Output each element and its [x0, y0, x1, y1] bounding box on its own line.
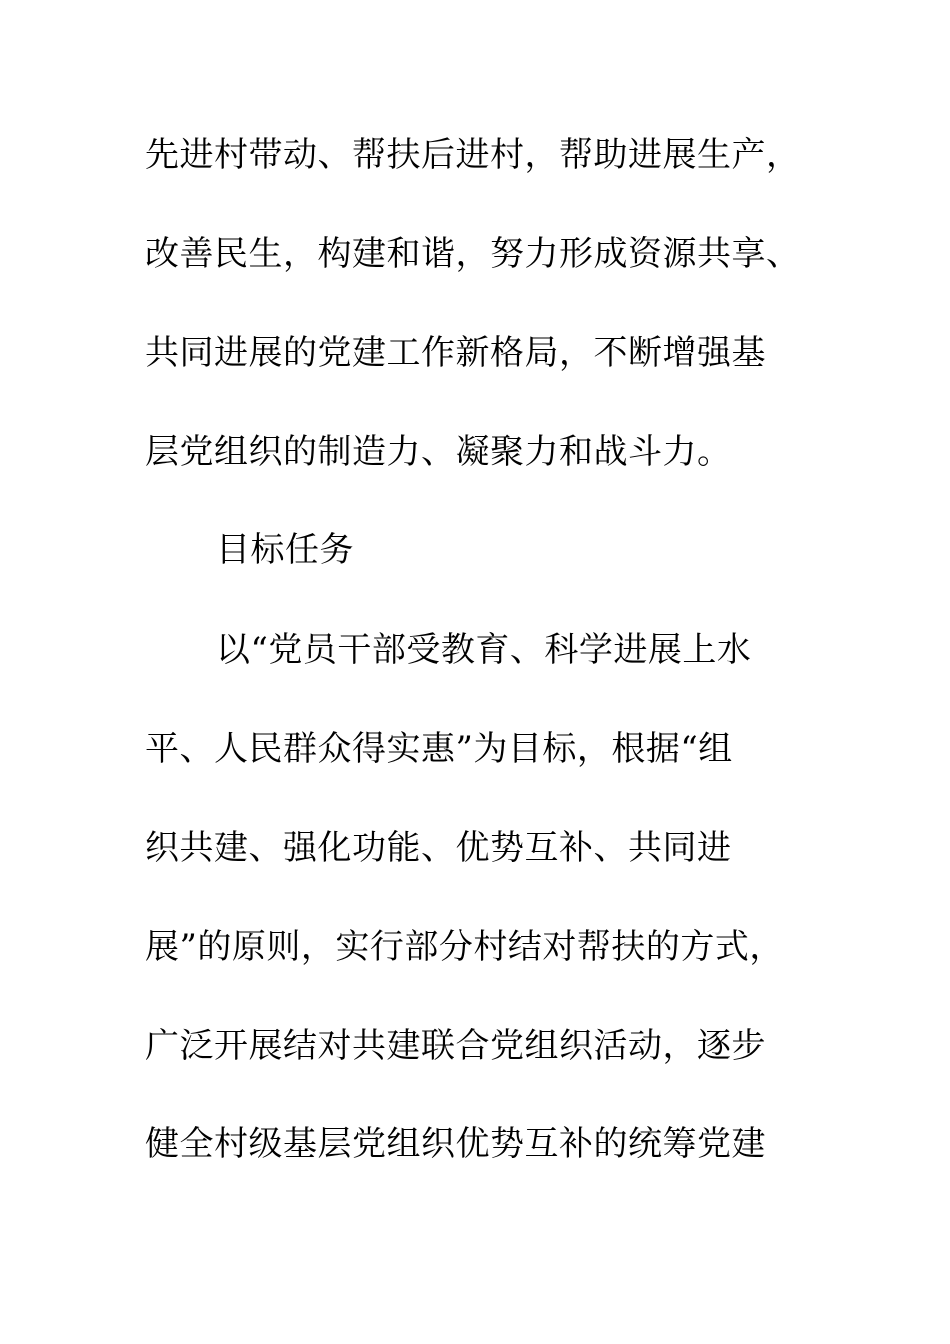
- paragraph-line: 先进村带动、帮扶后进村，帮助进展生产，: [145, 135, 801, 175]
- paragraph-line: 平、人民群众得实惠”为目标，根据“组: [145, 729, 733, 769]
- paragraph-line: 健全村级基层党组织优势互补的统筹党建: [145, 1124, 766, 1164]
- paragraph-line: 改善民生，构建和谐，努力形成资源共享、: [145, 234, 801, 274]
- paragraph-line: 层党组织的制造力、凝聚力和战斗力。: [145, 432, 732, 472]
- paragraph-line: 广泛开展结对共建联合党组织活动，逐步: [145, 1026, 766, 1066]
- paragraph-line: 以“党员干部受教育、科学进展上水: [216, 630, 752, 670]
- paragraph-line: 展”的原则，实行部分村结对帮扶的方式，: [145, 927, 784, 967]
- paragraph-line: 共同进展的党建工作新格局，不断增强基: [145, 333, 766, 373]
- paragraph-line: 织共建、强化功能、优势互补、共同进: [145, 828, 732, 868]
- section-heading: 目标任务: [216, 530, 354, 570]
